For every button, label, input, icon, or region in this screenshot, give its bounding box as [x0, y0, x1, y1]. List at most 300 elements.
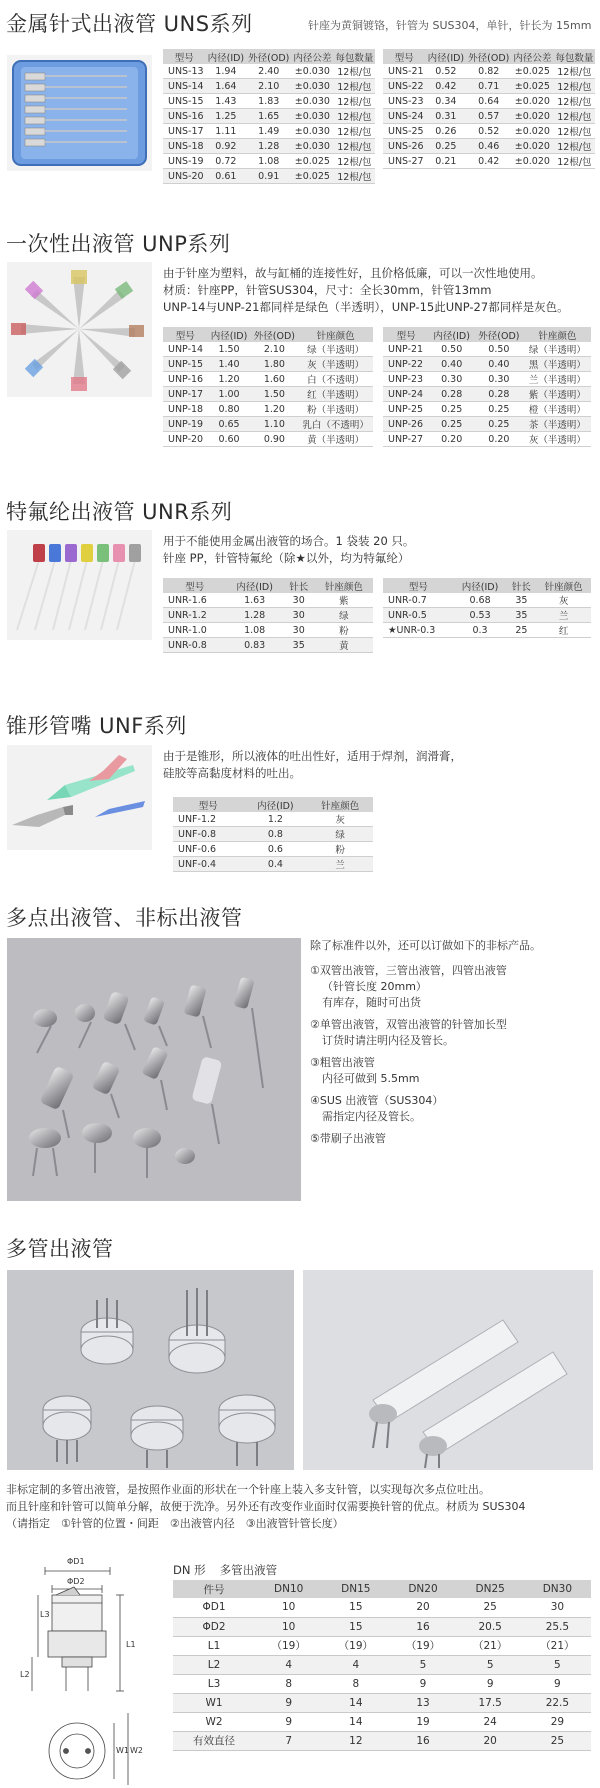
table-cell: 0.68 — [454, 593, 507, 608]
table-cell: W2 — [173, 1712, 255, 1731]
table-cell: UNP-15 — [163, 357, 208, 372]
table-cell: UNR-0.5 — [383, 608, 454, 623]
table-cell: 0.64 — [466, 94, 511, 109]
table-cell: UNP-18 — [163, 402, 208, 417]
table-cell: 12根/包 — [333, 64, 375, 79]
col-header: 针座颜色 — [298, 327, 373, 342]
unr-title: 特氟纶出液管 UNR系列 — [6, 500, 233, 524]
table-cell: 4 — [322, 1655, 389, 1674]
col-header: 内径(ID) — [208, 327, 251, 342]
table-cell: L1 — [173, 1636, 255, 1655]
table-cell: UNF-0.4 — [173, 857, 244, 872]
desc-line: 硅胶等高黏度材料的吐出。 — [163, 766, 301, 780]
table-row — [383, 593, 591, 608]
desc-line: （请指定 ①针管的位置・间距 ②出液管内径 ③出液管针管长度） — [6, 1517, 344, 1530]
table-cell: 10 — [255, 1598, 322, 1617]
table-cell: 灰 — [536, 593, 591, 608]
table-cell: 1.2 — [244, 812, 308, 827]
col-header: 外径(OD) — [250, 327, 298, 342]
table-cell: 兰（半透明） — [524, 372, 591, 387]
table-cell: ±0.020 — [511, 139, 553, 154]
table-cell: 灰 — [307, 812, 373, 827]
table-row — [383, 623, 591, 638]
table-cell: UNS-19 — [163, 154, 206, 169]
table-cell: 兰 — [536, 608, 591, 623]
table-cell: （19） — [389, 1636, 456, 1655]
table-cell: 粉 — [307, 842, 373, 857]
table-row — [383, 432, 591, 447]
item-line: ②单管出液管，双管出液管的针管加长型 — [310, 1018, 507, 1031]
table-row — [163, 638, 373, 653]
table-cell: 黄（半透明） — [298, 432, 373, 447]
table-cell: UNS-23 — [383, 94, 426, 109]
dn-caption — [173, 1562, 291, 1578]
multi-item — [310, 1131, 541, 1147]
unr-description — [163, 533, 414, 567]
item-line: 需指定内径及管长。 — [322, 1110, 421, 1123]
multi-item — [310, 1093, 541, 1125]
table-cell: UNF-1.2 — [173, 812, 244, 827]
table-cell: 红（半透明） — [298, 387, 373, 402]
table-row — [383, 357, 591, 372]
table-cell: UNR-0.7 — [383, 593, 454, 608]
table-cell: 0.34 — [426, 94, 467, 109]
table-cell: 12根/包 — [333, 79, 375, 94]
col-header: 针座颜色 — [315, 578, 373, 593]
table-row — [163, 139, 375, 154]
col-header: 每包数量 — [333, 49, 375, 64]
table-cell: 0.6 — [244, 842, 308, 857]
table-cell: UNF-0.6 — [173, 842, 244, 857]
table-cell: 1.08 — [227, 623, 283, 638]
table-cell: 14 — [322, 1712, 389, 1731]
table-cell: UNS-20 — [163, 169, 206, 184]
table-cell: ★UNR-0.3 — [383, 623, 454, 638]
table-row — [173, 1636, 591, 1655]
item-line: ⑤带刷子出液管 — [310, 1132, 386, 1145]
table-cell: 1.64 — [206, 79, 247, 94]
table-cell: 9 — [255, 1712, 322, 1731]
table-cell: 1.08 — [246, 154, 291, 169]
table-row — [163, 432, 373, 447]
table-cell: 12根/包 — [553, 124, 595, 139]
col-header: 针长 — [283, 578, 315, 593]
table-cell: ±0.030 — [291, 64, 333, 79]
table-cell: 0.60 — [208, 432, 251, 447]
item-line: 订货时请注明内径及管长。 — [322, 1034, 454, 1047]
table-cell: 0.52 — [426, 64, 467, 79]
table-cell: UNR-1.0 — [163, 623, 227, 638]
dn-caption-type: DN 形 — [173, 1563, 206, 1577]
table-row — [383, 124, 595, 139]
table-row — [163, 608, 373, 623]
table-cell: ±0.025 — [291, 154, 333, 169]
table-cell: 紫（半透明） — [524, 387, 591, 402]
table-cell: 绿 — [307, 827, 373, 842]
table-cell: UNS-17 — [163, 124, 206, 139]
table-cell: 1.43 — [206, 94, 247, 109]
desc-line: 而且针座和针管可以简单分解，故便于洗净。另外还有改变作业面时仅需要换针管的优点。材质为 SUS304 — [6, 1500, 526, 1513]
table-row — [173, 857, 373, 872]
table-row — [173, 1617, 591, 1636]
dn-table — [173, 1580, 591, 1751]
table-row — [383, 402, 591, 417]
table-cell: 12根/包 — [333, 139, 375, 154]
table-cell: 0.82 — [466, 64, 511, 79]
table-cell: 2.40 — [246, 64, 291, 79]
table-cell: 1.83 — [246, 94, 291, 109]
table-cell: 2.10 — [250, 342, 298, 357]
table-cell: 12根/包 — [553, 64, 595, 79]
dimension-diagram — [10, 1553, 165, 1785]
table-row — [163, 402, 373, 417]
table-cell: 4 — [255, 1655, 322, 1674]
table-cell: 9 — [457, 1674, 524, 1693]
table-cell: 橙（半透明） — [524, 402, 591, 417]
unp-title: 一次性出液管 UNP系列 — [6, 232, 231, 256]
table-cell: UNP-19 — [163, 417, 208, 432]
table-cell: 0.92 — [206, 139, 247, 154]
table-cell: ±0.030 — [291, 94, 333, 109]
table-cell: ±0.025 — [291, 169, 333, 184]
uns-table-left — [163, 49, 375, 184]
table-cell: UNP-24 — [383, 387, 429, 402]
table-cell: 0.25 — [474, 402, 524, 417]
col-header: DN20 — [389, 1580, 456, 1598]
table-cell: 黄 — [315, 638, 373, 653]
table-cell: 35 — [506, 593, 536, 608]
col-header: 内径(ID) — [244, 797, 308, 812]
table-cell: 0.26 — [426, 124, 467, 139]
col-header: 型号 — [163, 327, 208, 342]
multi-title: 多点出液管、非标出液管 — [6, 906, 243, 930]
table-cell: UNR-1.6 — [163, 593, 227, 608]
table-cell: 0.30 — [429, 372, 474, 387]
table-cell: UNP-23 — [383, 372, 429, 387]
desc-line: 非标定制的多管出液管，是按照作业面的形状在一个针座上装入多支针管，以实现每次多点位吐出。 — [6, 1483, 490, 1496]
table-cell: 绿 — [315, 608, 373, 623]
table-cell: 14 — [322, 1693, 389, 1712]
table-cell: ±0.020 — [511, 124, 553, 139]
table-cell: 1.80 — [250, 357, 298, 372]
unf-title: 锥形管嘴 UNF系列 — [6, 714, 187, 738]
table-cell: 1.63 — [227, 593, 283, 608]
table-cell: ±0.030 — [291, 139, 333, 154]
table-cell: 5 — [389, 1655, 456, 1674]
table-cell: 0.25 — [429, 417, 474, 432]
table-row — [163, 342, 373, 357]
col-header: 型号 — [383, 49, 426, 64]
table-cell: UNS-14 — [163, 79, 206, 94]
table-cell: 30 — [283, 608, 315, 623]
col-header: 外径(OD) — [466, 49, 511, 64]
col-header: 每包数量 — [553, 49, 595, 64]
col-header: 型号 — [163, 578, 227, 593]
unf-description — [163, 748, 462, 782]
table-cell: 粉 — [315, 623, 373, 638]
table-cell: ΦD2 — [173, 1617, 255, 1636]
table-cell: 35 — [283, 638, 315, 653]
table-row — [163, 623, 373, 638]
unf-table — [173, 797, 373, 872]
dim-label: L2 — [20, 1670, 30, 1679]
table-cell: 0.46 — [466, 139, 511, 154]
table-cell: 0.20 — [429, 432, 474, 447]
table-cell: 灰（半透明） — [524, 432, 591, 447]
unp-photo — [7, 262, 152, 397]
col-header: DN15 — [322, 1580, 389, 1598]
table-cell: UNS-18 — [163, 139, 206, 154]
table-row — [163, 372, 373, 387]
table-cell: 1.94 — [206, 64, 247, 79]
uns-table-right — [383, 49, 595, 169]
table-cell: 0.80 — [208, 402, 251, 417]
table-cell: UNR-1.2 — [163, 608, 227, 623]
table-cell: ±0.025 — [511, 64, 553, 79]
table-cell: 0.91 — [246, 169, 291, 184]
desc-line: 由于针座为塑料，故与缸桶的连接性好，且价格低廉，可以一次性地使用。 — [163, 266, 543, 280]
table-cell: 1.50 — [208, 342, 251, 357]
multitube-photo-right — [303, 1270, 593, 1470]
table-cell: 0.40 — [429, 357, 474, 372]
table-row — [163, 593, 373, 608]
multi-intro: 除了标准件以外，还可以订做如下的非标产品。 — [310, 939, 541, 952]
dim-label: ΦD2 — [67, 1577, 85, 1586]
col-header: 针座颜色 — [536, 578, 591, 593]
table-cell: （21） — [524, 1636, 591, 1655]
col-header: DN25 — [457, 1580, 524, 1598]
table-cell: 12 — [322, 1731, 389, 1750]
table-cell: 24 — [457, 1712, 524, 1731]
table-cell: 20 — [389, 1598, 456, 1617]
table-cell: 30 — [524, 1598, 591, 1617]
table-cell: 10 — [255, 1617, 322, 1636]
table-cell: 9 — [524, 1674, 591, 1693]
table-cell: 1.20 — [250, 402, 298, 417]
table-cell: 乳白（不透明） — [298, 417, 373, 432]
table-cell: 茶（半透明） — [524, 417, 591, 432]
table-cell: 12根/包 — [333, 154, 375, 169]
col-header: 针座颜色 — [524, 327, 591, 342]
table-cell: 12根/包 — [553, 154, 595, 169]
table-cell: 1.28 — [227, 608, 283, 623]
col-header: 外径(OD) — [246, 49, 291, 64]
table-cell: 25.5 — [524, 1617, 591, 1636]
multi-item — [310, 963, 541, 1011]
table-cell: 0.21 — [426, 154, 467, 169]
table-cell: UNP-20 — [163, 432, 208, 447]
table-row — [163, 109, 375, 124]
table-cell: 绿（半透明） — [524, 342, 591, 357]
table-cell: ±0.030 — [291, 109, 333, 124]
unp-table-left — [163, 327, 373, 447]
table-row — [383, 417, 591, 432]
table-cell: 0.90 — [250, 432, 298, 447]
table-cell: 15 — [322, 1598, 389, 1617]
table-cell: 1.20 — [208, 372, 251, 387]
table-cell: 8 — [255, 1674, 322, 1693]
table-cell: UNS-13 — [163, 64, 206, 79]
table-cell: UNP-16 — [163, 372, 208, 387]
table-row — [383, 94, 595, 109]
table-row — [383, 387, 591, 402]
table-row — [383, 79, 595, 94]
table-row — [173, 827, 373, 842]
dn-caption-name: 多管出液管 — [219, 1563, 278, 1577]
table-cell: 白（不透明） — [298, 372, 373, 387]
dim-label: L3 — [40, 1610, 50, 1619]
table-cell: UNP-27 — [383, 432, 429, 447]
table-cell: 12根/包 — [553, 109, 595, 124]
table-cell: ΦD1 — [173, 1598, 255, 1617]
table-cell: ±0.030 — [291, 79, 333, 94]
table-cell: 0.57 — [466, 109, 511, 124]
table-cell: 29 — [524, 1712, 591, 1731]
table-cell: 12根/包 — [333, 109, 375, 124]
table-row — [163, 417, 373, 432]
table-row — [383, 372, 591, 387]
table-cell: 9 — [255, 1693, 322, 1712]
col-header: 针长 — [506, 578, 536, 593]
col-header: DN30 — [524, 1580, 591, 1598]
table-cell: 30 — [283, 623, 315, 638]
table-row — [383, 109, 595, 124]
table-cell: 13 — [389, 1693, 456, 1712]
table-row — [173, 1655, 591, 1674]
table-cell: 16 — [389, 1731, 456, 1750]
table-cell: 20 — [457, 1731, 524, 1750]
table-cell: 25 — [457, 1598, 524, 1617]
table-cell: 0.42 — [466, 154, 511, 169]
table-cell: 0.4 — [244, 857, 308, 872]
table-cell: UNS-21 — [383, 64, 426, 79]
table-cell: UNS-25 — [383, 124, 426, 139]
table-row — [383, 139, 595, 154]
table-cell: 0.83 — [227, 638, 283, 653]
table-cell: ±0.025 — [511, 79, 553, 94]
table-cell: UNS-16 — [163, 109, 206, 124]
table-cell: ±0.020 — [511, 109, 553, 124]
table-cell: 0.8 — [244, 827, 308, 842]
multi-item — [310, 1017, 541, 1049]
table-cell: UNP-26 — [383, 417, 429, 432]
table-cell: UNP-25 — [383, 402, 429, 417]
uns-title: 金属针式出液管 UNS系列 — [6, 12, 253, 36]
table-cell: 12根/包 — [553, 94, 595, 109]
table-cell: UNS-22 — [383, 79, 426, 94]
table-cell: UNP-22 — [383, 357, 429, 372]
table-cell: 兰 — [307, 857, 373, 872]
unr-table-left — [163, 578, 373, 653]
table-cell: 1.40 — [208, 357, 251, 372]
table-cell: 2.10 — [246, 79, 291, 94]
table-cell: 紫 — [315, 593, 373, 608]
table-cell: 1.50 — [250, 387, 298, 402]
table-cell: 25 — [524, 1731, 591, 1750]
multi-list — [310, 938, 541, 1153]
table-cell: 22.5 — [524, 1693, 591, 1712]
table-cell: 0.50 — [429, 342, 474, 357]
table-cell: 25 — [506, 623, 536, 638]
table-cell: 0.42 — [426, 79, 467, 94]
desc-line: 用于不能使用金属出液管的场合。1 袋装 20 只。 — [163, 534, 415, 548]
desc-line: 针座 PP，针管特氟纶（除★以外，均为特氟纶） — [163, 551, 410, 565]
unr-table-right — [383, 578, 591, 638]
table-cell: 0.72 — [206, 154, 247, 169]
table-cell: 12根/包 — [333, 94, 375, 109]
table-cell: 绿（半透明） — [298, 342, 373, 357]
table-cell: 0.20 — [474, 432, 524, 447]
table-cell: ±0.030 — [291, 124, 333, 139]
table-row — [163, 154, 375, 169]
dim-label: ΦD1 — [67, 1557, 85, 1566]
table-cell: 8 — [322, 1674, 389, 1693]
table-row — [173, 1693, 591, 1712]
table-row — [163, 169, 375, 184]
table-cell: 20.5 — [457, 1617, 524, 1636]
table-cell: 12根/包 — [553, 139, 595, 154]
table-cell: ±0.020 — [511, 154, 553, 169]
table-cell: UNP-14 — [163, 342, 208, 357]
table-cell: 0.40 — [474, 357, 524, 372]
table-cell: 19 — [389, 1712, 456, 1731]
table-cell: 15 — [322, 1617, 389, 1636]
col-header: 内径(ID) — [429, 327, 474, 342]
table-row — [173, 1674, 591, 1693]
table-cell: UNF-0.8 — [173, 827, 244, 842]
table-cell: 0.30 — [474, 372, 524, 387]
table-cell: L2 — [173, 1655, 255, 1674]
col-header: 型号 — [173, 797, 244, 812]
table-row — [383, 64, 595, 79]
table-row — [383, 154, 595, 169]
table-cell: 1.28 — [246, 139, 291, 154]
table-cell: 1.60 — [250, 372, 298, 387]
table-cell: 1.00 — [208, 387, 251, 402]
table-cell: 0.71 — [466, 79, 511, 94]
table-cell: 12根/包 — [333, 169, 375, 184]
col-header: 内径(ID) — [227, 578, 283, 593]
col-header: 外径(OD) — [474, 327, 524, 342]
desc-line: 材质：针座PP，针管SUS304，尺寸：全长30mm，针管13mm — [163, 283, 492, 297]
multi-item — [310, 1055, 541, 1087]
col-header: 型号 — [163, 49, 206, 64]
table-row — [173, 842, 373, 857]
col-header: 型号 — [383, 327, 429, 342]
table-cell: 1.25 — [206, 109, 247, 124]
col-header: 型号 — [383, 578, 454, 593]
table-cell: 红 — [536, 623, 591, 638]
table-cell: 0.61 — [206, 169, 247, 184]
table-cell: 9 — [389, 1674, 456, 1693]
table-row — [383, 608, 591, 623]
table-cell: 0.25 — [426, 139, 467, 154]
col-header: 内径公差 — [291, 49, 333, 64]
table-cell: 0.65 — [208, 417, 251, 432]
col-header: 内径(ID) — [454, 578, 507, 593]
col-header: 内径(ID) — [426, 49, 467, 64]
multitube-description — [6, 1481, 526, 1532]
table-cell: （19） — [322, 1636, 389, 1655]
table-cell: UNS-15 — [163, 94, 206, 109]
table-cell: 粉（半透明） — [298, 402, 373, 417]
item-line: ①双管出液管，三管出液管，四管出液管 — [310, 964, 507, 977]
table-cell: UNS-24 — [383, 109, 426, 124]
unr-photo — [7, 530, 152, 640]
table-row — [173, 812, 373, 827]
table-row — [163, 94, 375, 109]
unp-description — [163, 265, 569, 316]
